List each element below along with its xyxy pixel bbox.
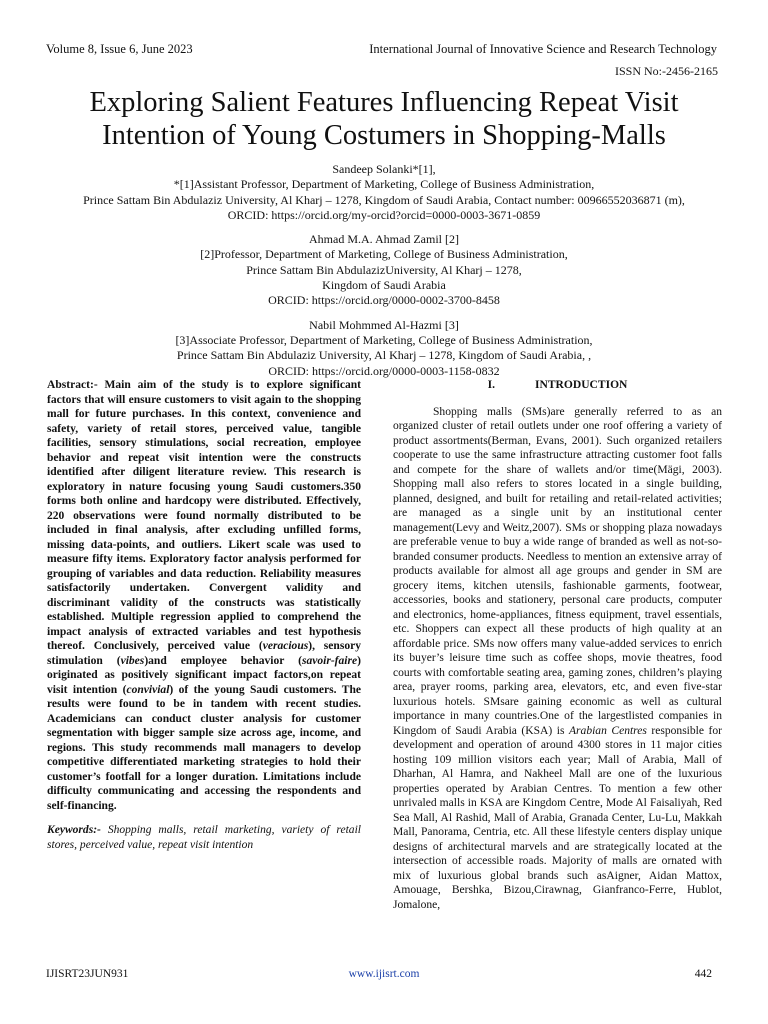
author-orcid: ORCID: https://orcid.org/0000-0002-3700-8458: [268, 293, 500, 308]
paper-id: IJISRT23JUN931: [46, 968, 129, 980]
title-line-2: Intention of Young Costumers in Shopping-Malls: [102, 120, 666, 151]
abstract-term: savoir-faire: [301, 654, 358, 667]
author-name: Nabil Mohmmed Al-Hazmi [3]: [309, 317, 459, 332]
author-name: Ahmad M.A. Ahmad Zamil [2]: [309, 232, 459, 247]
author-orcid: ORCID: https://orcid.org/my-orcid?orcid=0000-0003-3671-0859: [227, 207, 541, 222]
journal-volume: Volume 8, Issue 6, June 2023: [46, 42, 193, 56]
paper-title: [30, 86, 738, 152]
author-1: [30, 162, 738, 223]
issn: ISSN No:-2456-2165: [614, 64, 718, 78]
author-affiliation: Prince Sattam Bin AbdulazizUniversity, Al Kharj – 1278,: [246, 262, 522, 277]
abstract-label: Abstract:-: [47, 379, 98, 391]
author-affiliation: Kingdom of Saudi Arabia: [322, 278, 446, 293]
author-list: [30, 162, 738, 388]
section-number: I.: [487, 379, 495, 391]
abstract-text: ), sensory stimulation (: [47, 640, 361, 667]
introduction-paragraph: [393, 405, 722, 913]
section-title: INTRODUCTION: [535, 379, 628, 391]
intro-text: Shopping malls (SMs)are generally referred to as an organized cluster of retail outlets under one roof offering a variety of product assortments(Berman, Evans, 2001). Such organized retailers cooperate to use the same infrastructure attracting customer foot falls and compete for the share of wallets and/or time(Mägi, 2003). Shopping mall also refers to stores located in a single building, planned, designed, and built for retailing and retail-related activities; are managed as a single unit by an institutional center management(Levy and Weitz,2007). SMs or shopping plaza nowadays are preferable venue to buy a wide range of branded as well as not-so-branded consumer products. Needless to mention an extensive array of products available for almost all age groups and gender in SM are grocery items, kitchen utensils, fashionable garments, footwear, accessories, books and stationery, personal care products, computer and electronics, home-appliances, fitness equipment, travel essentials, etc. Shoppers can expect all these products of high quality at an affordable price. SMs now offers many value-added services to enrich its buyer’s leisure time such as coffee shops, movie theatres, food courts with comfortable seating area, gaming zones, children’s playing area, prayer rooms, parking area, elevators, etc, and even five-star luxurious hotels. SMsare gaining economic as well as cultural importance in many countries.One of the largestlisted companies in Kingdom of Saudi Arabia (KSA) is: [393, 405, 722, 737]
abstract-text: ) originated as positively significant impact factors,on repeat visit intention (: [47, 654, 361, 696]
author-affiliation: [2]Professor, Department of Marketing, College of Business Administration,: [200, 247, 568, 262]
title-line-1: Exploring Salient Features Influencing Repeat Visit: [89, 87, 679, 118]
author-orcid: ORCID: https://orcid.org/0000-0003-1158-0832: [268, 363, 500, 378]
abstract: [47, 378, 361, 813]
abstract-text: )and employee behavior (: [144, 654, 302, 667]
footer-link-wrap: [0, 968, 768, 980]
intro-company: Arabian Centres: [569, 724, 647, 737]
author-name: Sandeep Solanki*[1],: [332, 162, 436, 176]
left-column: [47, 378, 361, 852]
right-column: [393, 378, 722, 912]
journal-name: International Journal of Innovative Science and Research Technology: [369, 42, 717, 56]
author-affiliation: [3]Associate Professor, Department of Marketing, College of Business Administration,: [175, 332, 593, 347]
abstract-term: veracious: [262, 640, 309, 652]
abstract-term: vibes: [120, 654, 145, 667]
journal-url-link[interactable]: www.ijisrt.com: [348, 968, 420, 980]
author-affiliation: Prince Sattam Bin Abdulaziz University, Al Kharj – 1278, Kingdom of Saudi Arabia, Contact number: 00966552036871 (m),: [83, 192, 685, 207]
section-heading: [393, 378, 722, 393]
page-number: 442: [694, 968, 712, 980]
author-2: [30, 232, 738, 308]
keywords-label: Keywords:-: [47, 824, 101, 836]
keywords-text: Shopping malls, retail marketing, variety of retail stores, perceived value, repeat visit intention: [47, 824, 361, 851]
abstract-text: Main aim of the study is to explore significant factors that will ensure customers to visit again to the shopping mall for future purchases. In this context, convenience and safety, variety of retail stores, perceived value, tangible facilities, sensory stimulations, social recreation, employee behavior and repeat visit intention were the constructs identified after diligent literature review. This research is exploratory in nature focusing young Saudi customers.350 forms both online and hardcopy were distributed. Effectively, 220 observations were found normally distributed to be included in final analysis, after excluding unfilled forms, missing data-points, and outliers. Likert scale was used to measure fifty items. Exploratory factor analysis performed for grouping of variables and data reduction. Reliability measures satisfactorily undertaken. Convergent validity and discriminant validity of the constructs was statistically established. Multiple regression applied to comprehend the impact analysis of extracted variables and test hypothesis thereof. Conclusively, perceived value (: [47, 379, 361, 652]
author-affiliation: Prince Sattam Bin Abdulaziz University, Al Kharj – 1278, Kingdom of Saudi Arabia, ,: [176, 348, 592, 363]
author-3: [30, 318, 738, 379]
keywords: [47, 823, 361, 852]
abstract-text: ) of the young Saudi customers. The results were found to be in tandem with recent studies. Academicians can conduct cluster analysis for customer segmentation with bigger sample size across age, income, and regions. This study recommends mall managers to develop competitive differentiated marketing strategies to hold their customer’s footfall for a longer duration. Limitations include difficulty communicating and accessing the respondents and self-financing.: [47, 683, 361, 812]
intro-text: responsible for development and operation of around 4300 stores in 11 major cities hosting 109 million visitors each year; Mall of Arabia, Mall of Dharhan, Al Hamra, and Nakheel Mall are one of the luxurious properties operated by Arabian Centres. To mention a few other unrivaled malls in KSA are Kingdom Centre, Mode Al Faisaliyah, Red Sea Mall, Al Rashid, Mall of Arabia, Granada Center, Lu-Lu, Makkah Mall, Panorama, Centria, etc. All these lifestyle centers display unique designs of architectural marvels and are strategically located at the intersection of accessible roads. Majority of malls are ornated with mix of luxurious global brands such asAigner, Aidan Mattox, Amouage, Bershka, Bizou,Cirawnag, Gianfranco-Ferre, Hublot, Jomalone,: [393, 724, 722, 911]
author-affiliation: *[1]Assistant Professor, Department of Marketing, College of Business Administration,: [173, 177, 595, 192]
abstract-term: convivial: [126, 683, 170, 696]
